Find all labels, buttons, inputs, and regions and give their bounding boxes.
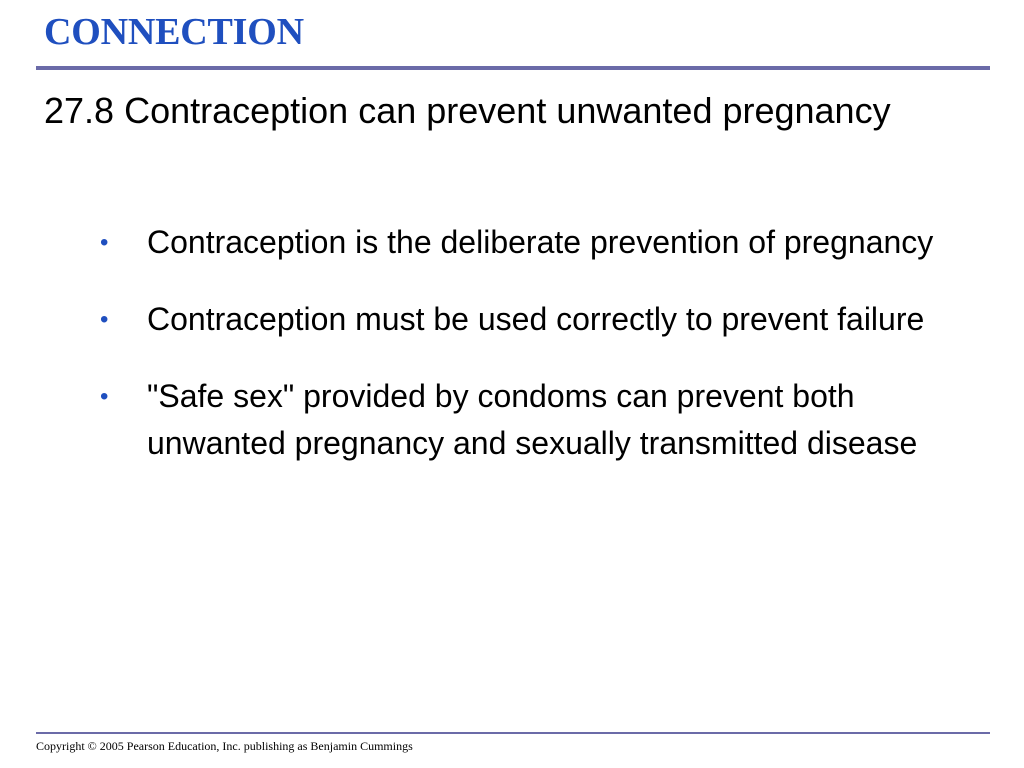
bullet-text: "Safe sex" provided by condoms can prevent both unwanted pregnancy and sexually transmitted disease: [147, 378, 918, 461]
bullet-text: Contraception must be used correctly to prevent failure: [147, 301, 925, 337]
bullet-marker-icon: •: [100, 306, 109, 333]
slide-title: 27.8 Contraception can prevent unwanted pregnancy: [44, 90, 891, 131]
bullet-marker-icon: •: [100, 383, 109, 410]
bullet-item: [100, 373, 980, 467]
bullet-item: [100, 219, 980, 266]
bottom-divider: [36, 732, 990, 734]
bullet-marker-icon: •: [100, 229, 109, 256]
copyright-notice: Copyright © 2005 Pearson Education, Inc. publishing as Benjamin Cummings: [36, 739, 413, 753]
section-label: CONNECTION: [44, 11, 304, 53]
bullet-list: [100, 219, 980, 497]
top-divider: [36, 66, 990, 70]
bullet-item: [100, 296, 980, 343]
bullet-text: Contraception is the deliberate prevention of pregnancy: [147, 224, 934, 260]
